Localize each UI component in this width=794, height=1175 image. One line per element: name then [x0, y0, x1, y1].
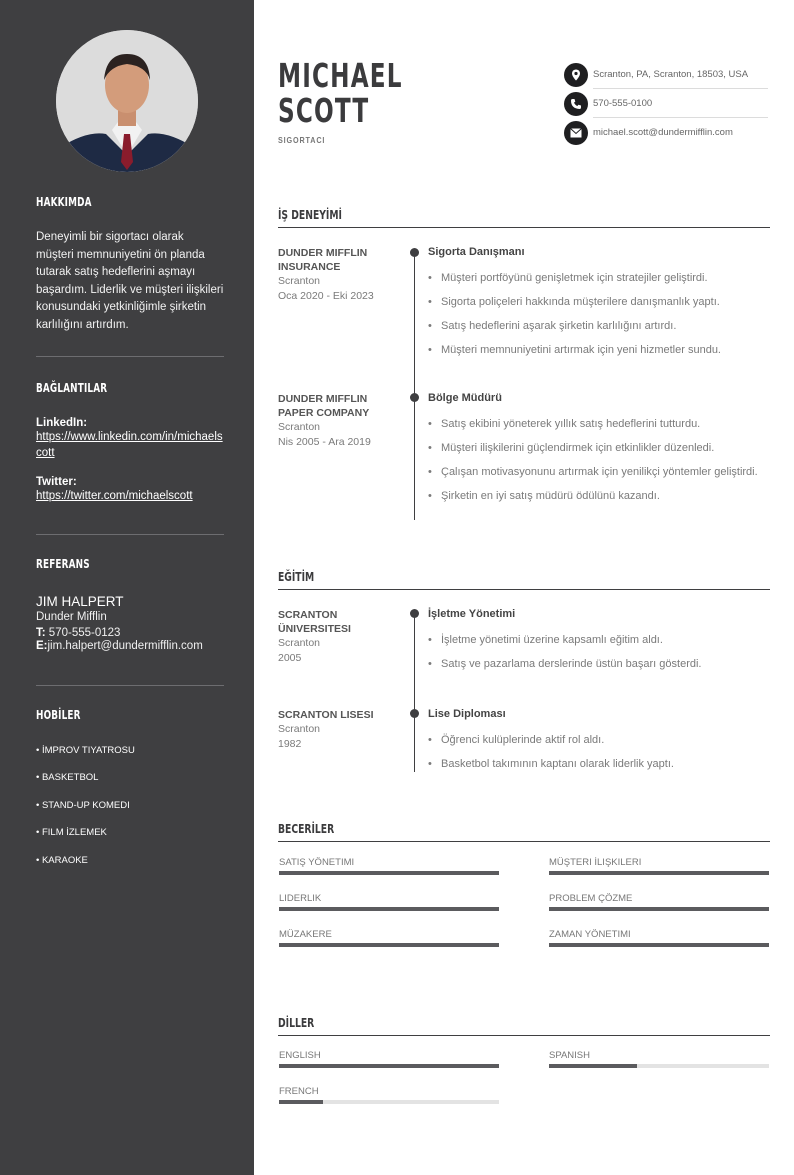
about-text: Deneyimli bir sigortacı olarak müşteri memnuniyetini ön planda tutarak satış hedeflerini aşmayı başardım. Liderlik ve müşteri ilişkileri konusundaki yetkinliğimle şirketin karlılığını artırdım.	[36, 231, 224, 331]
experience-bullets	[428, 416, 768, 512]
skill-name: MÜZAKERE	[279, 929, 332, 940]
school-location: Scranton	[278, 637, 321, 649]
education-org	[278, 708, 396, 752]
linkedin-label: LinkedIn:	[36, 417, 88, 429]
bullet-item: • Öğrenci kulüplerinde aktif rol aldı.	[428, 732, 768, 748]
bullet-item: • Satış hedeflerini aşarak şirketin karlılığını artırdı.	[428, 318, 768, 334]
skill-bar-fill	[549, 943, 769, 947]
language-name: SPANISH	[549, 1050, 591, 1061]
links-section	[36, 381, 224, 504]
phone-icon	[564, 92, 588, 116]
email-text: michael.scott@dundermifflin.com	[593, 127, 733, 138]
education-degree: Lise Diploması	[428, 708, 506, 720]
education-heading-text: EĞİTİM	[278, 569, 315, 584]
language-bar-fill	[549, 1064, 637, 1068]
skill-bar	[549, 871, 769, 875]
contact-phone	[564, 89, 768, 118]
last-name: SCOTT	[278, 91, 370, 130]
linkedin-link-group	[36, 417, 224, 461]
experience-timeline	[414, 252, 415, 520]
address-text: Scranton, PA, Scranton, 18503, USA	[593, 69, 749, 80]
bullet-item: • Müşteri memnuniyetini artırmak için yeni hizmetler sundu.	[428, 342, 768, 358]
bullet-item: • Satış ekibini yöneterek yıllık satış hedeflerini tutturdu.	[428, 416, 768, 432]
skill-bar-fill	[279, 907, 499, 911]
education-bullets	[428, 632, 768, 680]
profile-photo	[56, 30, 198, 172]
school-dates: 2005	[278, 652, 302, 664]
school-location: Scranton	[278, 723, 321, 735]
skill-bar	[279, 943, 499, 947]
reference-phone-value: 570-555-0123	[48, 627, 121, 639]
skill-bar-fill	[279, 871, 499, 875]
phone-text: 570-555-0100	[593, 98, 653, 109]
timeline-dot	[410, 248, 419, 257]
experience-role: Sigorta Danışmanı	[428, 246, 525, 258]
hobby-item: • FILM İZLEMEK	[36, 827, 107, 839]
reference-heading: REFERANS	[36, 557, 90, 571]
skill-item	[279, 857, 499, 875]
hobby-item: • KARAOKE	[36, 854, 88, 866]
org-name: DUNDER MIFFLIN INSURANCE	[278, 247, 368, 273]
skills-heading-text: BECERİLER	[278, 821, 335, 836]
bullet-item: • Çalışan motivasyonunu artırmak için yenilikçi yöntemler geliştirdi.	[428, 464, 768, 480]
skill-item	[549, 857, 769, 875]
experience-heading-text: İŞ DENEYİMİ	[278, 207, 342, 222]
skill-name: SATIŞ YÖNETIMI	[279, 857, 355, 868]
education-degree: İşletme Yönetimi	[428, 608, 516, 620]
language-name: FRENCH	[279, 1086, 319, 1097]
reference-phone-label: T:	[36, 627, 46, 639]
bullet-item: • Satış ve pazarlama derslerinde üstün başarı gösterdi.	[428, 656, 768, 672]
email-icon	[564, 121, 588, 145]
about-heading: HAKKIMDA	[36, 195, 92, 209]
bullet-item: • Basketbol takımının kaptanı olarak liderlik yaptı.	[428, 756, 768, 772]
twitter-link[interactable]: https://twitter.com/michaelscott	[36, 490, 193, 502]
links-heading: BAĞLANTILAR	[36, 381, 108, 395]
language-bar	[279, 1064, 499, 1068]
experience-heading	[278, 208, 770, 228]
school-dates: 1982	[278, 738, 302, 750]
language-name: ENGLISH	[279, 1050, 321, 1061]
skill-item	[549, 893, 769, 911]
skill-bar	[279, 907, 499, 911]
first-name: MICHAEL	[278, 56, 403, 95]
experience-bullets	[428, 270, 768, 366]
reference-company: Dunder Mifflin	[36, 611, 107, 623]
skill-bar	[279, 871, 499, 875]
reference-email-value: jim.halpert@dundermifflin.com	[47, 640, 203, 652]
reference-section	[36, 557, 224, 652]
experience-role: Bölge Müdürü	[428, 392, 502, 404]
reference-phone	[36, 627, 224, 639]
linkedin-link[interactable]: https://www.linkedin.com/in/michaelscott	[36, 431, 223, 459]
education-timeline	[414, 613, 415, 772]
org-location: Scranton	[278, 421, 321, 433]
org-dates: Oca 2020 - Eki 2023	[278, 290, 374, 302]
school-name: SCRANTON ÜNIVERSITESI	[278, 609, 351, 635]
bullet-item: • Müşteri portföyünü genişletmek için stratejiler geliştirdi.	[428, 270, 768, 286]
contact-email	[564, 118, 768, 147]
contact-address	[564, 60, 768, 89]
education-org	[278, 608, 396, 666]
hobbies-list	[36, 744, 224, 881]
full-name	[278, 58, 403, 128]
org-name: DUNDER MIFFLIN PAPER COMPANY	[278, 393, 370, 419]
timeline-dot	[410, 393, 419, 402]
timeline-dot	[410, 609, 419, 618]
profile-photo-illustration	[56, 30, 198, 172]
skill-name: MÜŞTERI İLIŞKILERI	[549, 857, 642, 868]
education-bullets	[428, 732, 768, 780]
sidebar-divider	[36, 685, 224, 686]
sidebar-divider	[36, 534, 224, 535]
hobbies-heading: HOBİLER	[36, 708, 81, 722]
languages-heading-text: DİLLER	[278, 1015, 315, 1030]
languages-heading	[278, 1016, 770, 1036]
hobby-item: • STAND-UP KOMEDI	[36, 799, 130, 811]
org-location: Scranton	[278, 275, 321, 287]
skill-bar-fill	[279, 943, 499, 947]
skill-item	[279, 893, 499, 911]
about-section	[36, 195, 224, 334]
sidebar	[0, 0, 254, 1175]
language-bar-fill	[279, 1100, 323, 1104]
reference-email	[36, 640, 224, 652]
hobbies-section	[36, 708, 224, 881]
language-item	[279, 1050, 499, 1068]
skill-bar-fill	[549, 871, 769, 875]
reference-email-label: E:	[36, 640, 48, 652]
skill-name: ZAMAN YÖNETIMI	[549, 929, 631, 940]
hobby-item: • BASKETBOL	[36, 772, 99, 784]
education-heading	[278, 570, 770, 590]
bullet-item: • İşletme yönetimi üzerine kapsamlı eğitim aldı.	[428, 632, 768, 648]
bullet-item: • Şirketin en iyi satış müdürü ödülünü kazandı.	[428, 488, 768, 504]
job-title: SIGORTACI	[278, 135, 326, 145]
skills-heading	[278, 822, 770, 842]
skill-bar	[549, 907, 769, 911]
timeline-dot	[410, 709, 419, 718]
language-bar	[549, 1064, 769, 1068]
bullet-item: • Müşteri ilişkilerini güçlendirmek için etkinlikler düzenledi.	[428, 440, 768, 456]
twitter-label: Twitter:	[36, 476, 77, 488]
twitter-link-group	[36, 476, 224, 504]
skill-bar-fill	[549, 907, 769, 911]
experience-org	[278, 246, 396, 304]
skill-item	[279, 929, 499, 947]
language-item	[279, 1086, 499, 1104]
org-dates: Nis 2005 - Ara 2019	[278, 436, 371, 448]
sidebar-divider	[36, 356, 224, 357]
skill-name: PROBLEM ÇÖZME	[549, 893, 633, 904]
language-item	[549, 1050, 769, 1068]
skill-name: LIDERLIK	[279, 893, 322, 904]
reference-name: JIM HALPERT	[36, 594, 124, 609]
hobby-item: • İMPROV TIYATROSU	[36, 745, 135, 756]
language-bar-fill	[279, 1064, 499, 1068]
school-name: SCRANTON LISESI	[278, 709, 374, 721]
language-bar	[279, 1100, 499, 1104]
bullet-item: • Sigorta poliçeleri hakkında müşterilere danışmanlık yaptı.	[428, 294, 768, 310]
skill-item	[549, 929, 769, 947]
location-pin-icon	[564, 63, 588, 87]
skill-bar	[549, 943, 769, 947]
experience-org	[278, 392, 396, 450]
